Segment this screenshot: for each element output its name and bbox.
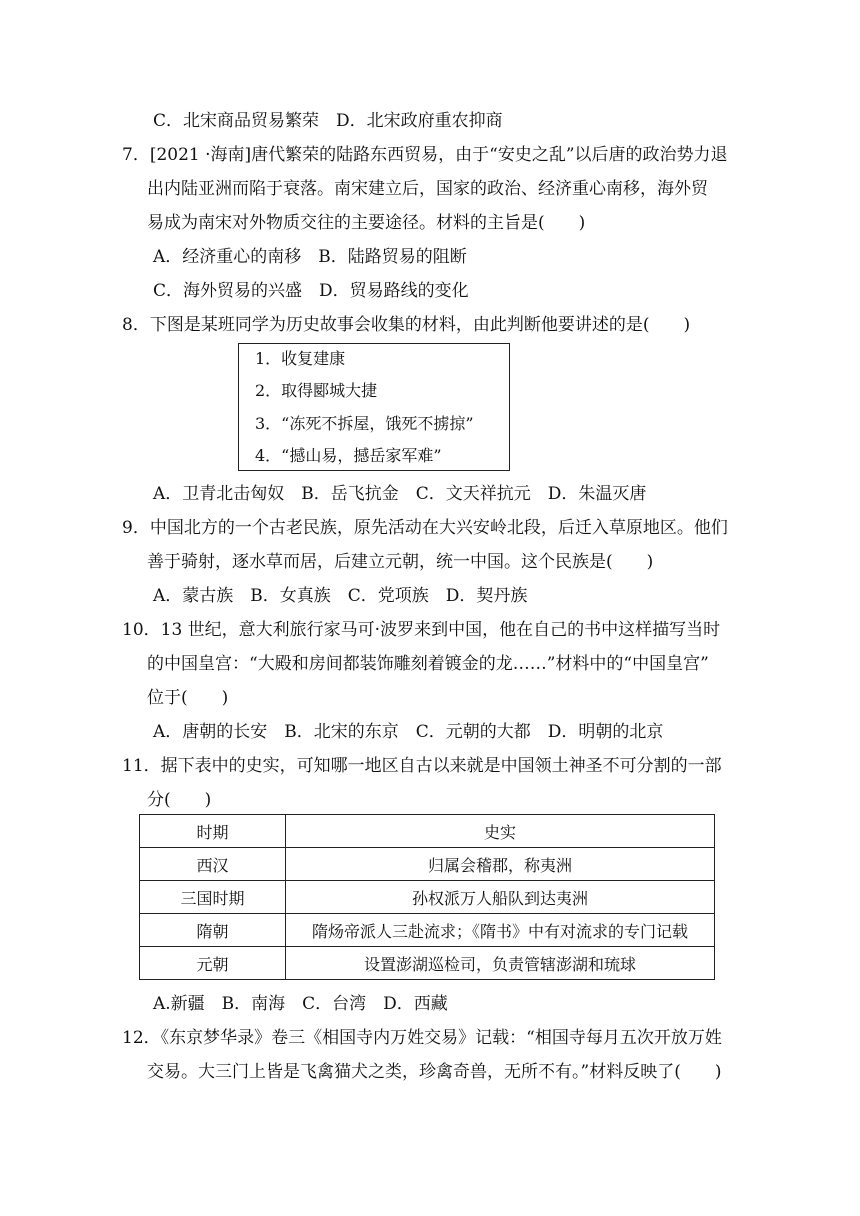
q10-stem-line3: 位于( ) [147,688,229,708]
table-header-cell: 时期 [140,815,286,848]
table-cell-period: 西汉 [140,848,286,881]
q10-stem-line2: 的中国皇宫：“大殿和房间都装饰雕刻着镀金的龙……”材料中的“中国皇宫” [147,654,709,674]
table-header-row [140,815,715,848]
q8-box-item: 4．“撼山易，撼岳家军难” [255,446,442,465]
table-cell-period: 三国时期 [140,881,286,914]
q9-stem-line1: 9．中国北方的一个古老民族，原先活动在大兴安岭北段，后迁入草原地区。他们 [122,518,728,538]
q7-options-cd: C．海外贸易的兴盛 D．贸易路线的变化 [153,281,469,301]
q8-material-box [238,343,510,471]
q7-stem-line2: 出内陆亚洲而陷于衰落。南宋建立后，国家的政治、经济重心南移，海外贸 [147,179,708,199]
q12-stem-line2: 交易。大三门上皆是飞禽猫犬之类，珍禽奇兽，无所不有。”材料反映了( ) [147,1062,722,1082]
q8-box-item: 1．收复建康 [255,349,346,368]
table-cell-fact: 隋炀帝派人三赴流求；《隋书》中有对流求的专门记载 [286,914,715,947]
table-cell-period: 元朝 [140,947,286,980]
table-cell-fact: 归属会稽郡，称夷洲 [286,848,715,881]
table-cell-period: 隋朝 [140,914,286,947]
q11-options: A.新疆 B．南海 C．台湾 D．西藏 [153,994,448,1014]
table-row [140,881,715,914]
q7-stem-line3: 易成为南宋对外物质交往的主要途径。材料的主旨是( ) [147,213,586,233]
q7-stem-line1: 7．[2021 ·海南]唐代繁荣的陆路东西贸易，由于“安史之乱”以后唐的政治势力退 [122,145,728,165]
q7-options-ab: A．经济重心的南移 B．陆路贸易的阻断 [153,247,467,267]
q9-options: A．蒙古族 B．女真族 C．党项族 D．契丹族 [153,586,528,606]
table-cell-fact: 孙权派万人船队到达夷洲 [286,881,715,914]
q11-stem-line2: 分( ) [147,790,212,810]
q8-box-item: 3．“冻死不拆屋，饿死不掳掠” [255,414,474,433]
q6-options-cd: C．北宋商品贸易繁荣 D．北宋政府重农抑商 [153,111,503,131]
q8-box-item: 2．取得郾城大捷 [255,381,378,400]
q10-options: A．唐朝的长安 B．北宋的东京 C．元朝的大都 D．明朝的北京 [153,722,664,742]
q11-stem-line1: 11．据下表中的史实，可知哪一地区自古以来就是中国领土神圣不可分割的一部 [122,756,722,776]
q11-history-table [139,814,715,980]
table-row [140,848,715,881]
table-cell-fact: 设置澎湖巡检司，负责管辖澎湖和琉球 [286,947,715,980]
q10-stem-line1: 10．13 世纪，意大利旅行家马可·波罗来到中国，他在自己的书中这样描写当时 [122,620,721,640]
q12-stem-line1: 12．《东京梦华录》卷三《相国寺内万姓交易》记载：“相国寺每月五次开放万姓 [122,1028,722,1048]
q9-stem-line2: 善于骑射，逐水草而居，后建立元朝，统一中国。这个民族是( ) [147,552,654,572]
table-row [140,914,715,947]
q8-options: A．卫青北击匈奴 B．岳飞抗金 C．文天祥抗元 D．朱温灭唐 [153,484,647,504]
q8-stem: 8．下图是某班同学为历史故事会收集的材料，由此判断他要讲述的是( ) [122,315,691,335]
table-header-cell: 史实 [286,815,715,848]
table-row [140,947,715,980]
